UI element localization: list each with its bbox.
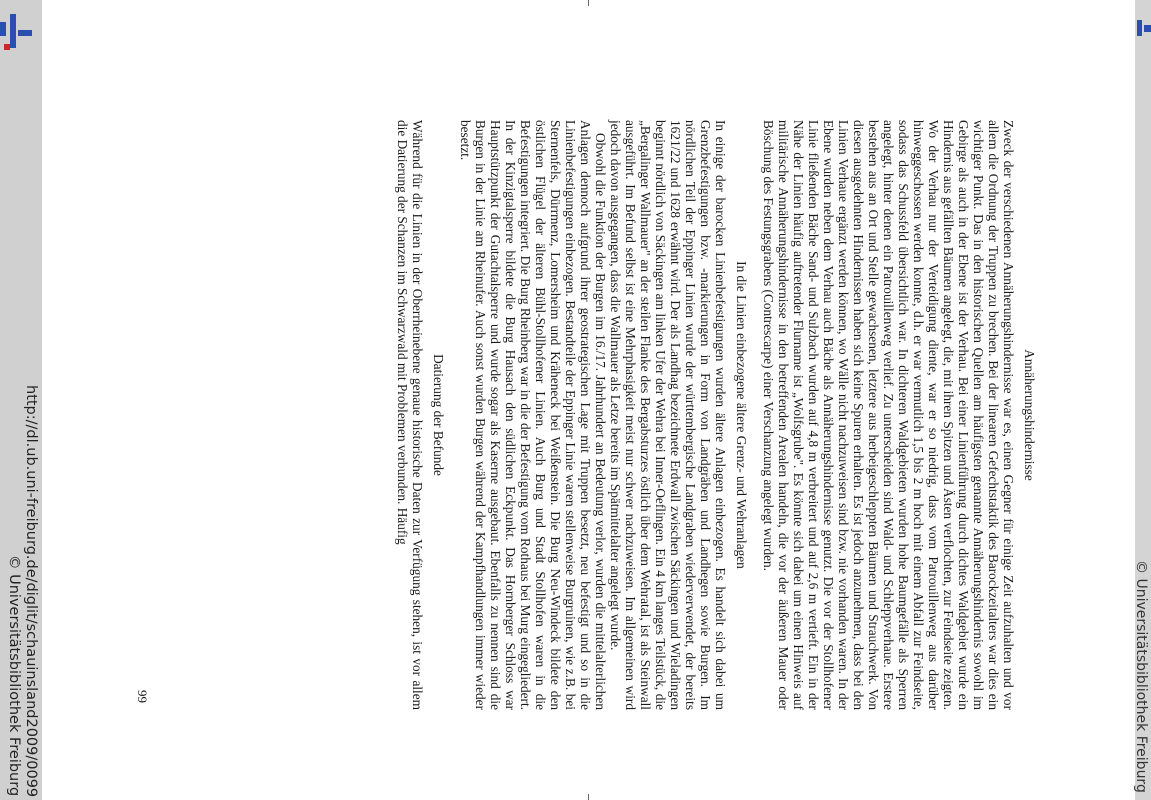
paragraph: Obwohl die Funktion der Burgen im 16./17. Jahrhundert an Bedeutung verlor, wurden die mittelalterlichen Anlagen dennoch aufgrund ihrer geostrategischen Lage mit Truppen besetzt, neu befestigt und so in die Linienbefestigungen einbezogen. Bestandteile der Eppinger Linie waren stellenweise Burgruinen, wie z.B. bei Sternenfels, Dürrmenz, Lomersheim und Kräheneck bei Weißenstein. Die Burg Neu-Windeck bildete den östlichen Flügel der älteren Bühl-Stollhofener Linien. Auch Burg und Stadt Stollhofen waren in die Befestigungen integriert. Die Burg Rheinberg war in die der Befestigung vom Rothaus bei Murg eingegliedert. In der Kinzigtalsperre bildete die Burg Hausach den südlichen Eckpunkt. Das Hornberger Schloss war Hauptstützpunkt der Gutachtalsperre und wurde sogar als Kaserne ausgebaut. Ebenfalls zu nennen sind die Burgen in der Linie am Rheinufer. Auch sonst wurden Burgen während der Kampfhandlungen immer wieder besetzt. — [458, 120, 608, 710]
scanned-page — [42, 0, 1135, 800]
section-heading-grenz-und-wehranlagen: In die Linien einbezogene ältere Grenz- und Wehranlagen — [734, 261, 749, 569]
logo-bar — [18, 30, 32, 36]
logo-bar — [10, 14, 16, 48]
logo-bar — [1144, 25, 1151, 32]
logo-bar — [1137, 20, 1142, 36]
rotated-page-content — [42, 0, 1135, 800]
body-text — [395, 120, 1037, 710]
library-logo-icon — [1134, 20, 1151, 40]
crop-mark — [588, 0, 589, 6]
watermark-copyright-left: © Universitätsbibliothek Freiburg — [6, 555, 22, 797]
library-logo-icon — [0, 14, 34, 50]
paragraph: Zweck der verschiedenen Annäherungshindernisse war es, einen Gegner für einige Zeit aufzuhalten und vor allem die Ordnung der Truppen zu brechen. Bei der linearen Gefechtstaktik des Barockzeitalters war dies ein wichtiger Punkt. Das in den historischen Quellen am häufigsten genannte Annäherungshindernis sowohl im Gebirge als auch in der Ebene ist der Verhau. Bei einer Linienführung durch dichtes Waldgebiet wurde ein Hindernis aus gefällten Bäumen angelegt, die, mit ihren Spitzen und Ästen verflochten, zur Feindseite zeigten. Wo der Verhau nur der Verteidigung diente, war er so niedrig, dass vom Patrouillenweg aus darüber hinweggeschossen werden konnte, d.h. er war vermutlich 1,5 bis 2 m hoch mit einem Abfall zur Feindseite, sodass das Schussfeld übersichtlich war. In dichteren Waldgebieten wurden hohe Baumgefälle als Sperren angelegt, hinter denen ein Patrouillenweg verlief. Zu unterscheiden sind Wald- und Schleppverhaue. Erstere bestehen aus an Ort und Stelle gewachsenen, letztere aus herbeigeschleppten Bäumen und Strauchwerk. Von diesen ausgedehnten Hindernissen haben sich keine Spuren erhalten. Es ist jedoch anzunehmen, dass bei den Linien Verhaue ergänzt werden können, wo Wälle nicht nachzuweisen sind bzw. nie vorhanden waren. In der Ebene wurden neben dem Verhau auch Bäche als Annäherungshindernisse genutzt. Die vor der Stollhofener Linie fließenden Bäche Sand- und Sulzbach wurden auf 4,8 m verbreitert und auf 2,6 m vertieft. Ein in der Nähe der Linien häufig auftretender Flurname ist „Wolfsgrube". Es könnte sich dabei um einen Hinweis auf militärische Annäherungshindernisse in den betreffenden Arealen handeln, die vor der äußeren Mauer oder Böschung des Festungsgrabens (Contrescarpe) einer Verschanzung angelegt wurden. — [761, 120, 1016, 710]
page-number: 99 — [135, 690, 150, 703]
logo-bar — [4, 44, 10, 50]
watermark-copyright-right: © Universitätsbibliothek Freiburg — [1133, 560, 1149, 793]
crop-mark — [588, 794, 589, 800]
section-heading-datierung: Datierung der Befunde — [431, 354, 446, 476]
logo-bar — [0, 22, 6, 36]
watermark-url: http://dl.ub.uni-freiburg.de/diglit/schauinsland2009/0099 — [23, 385, 39, 798]
paragraph: In einige der barocken Linienbefestigungen wurden ältere Anlagen einbezogen. Es handelt sich dabei um Grenzbefestigungen bzw. -markierungen in Form von Landgräben und Landhegen sowie Burgen. Im nördlichen Teil der Eppinger Linien wurde der württembergische Landgraben wiederverwendet, der bereits 1621/22 und 1628 erwähnt wird. Der als Landhag bezeichnete Erdwall zwischen Säckingen und Wieladingen beginnt nördlich von Säckingen am linken Ufer der Wehra bei Inner-Oeflingen. Ein 4 km langes Teilstück, die „Bergalinger Wallmauer" an der steilen Flanke des Bergabsturzes östlich über dem Wehratal, ist als Steinwall ausgeführt. Im Befund selbst ist eine Mehrphasigkeit meist nur schwer nachzuweisen. Im allgemeinen wird jedoch davon ausgegangen, dass die Wallmauer als Letze bereits im Spätmittelalter angelegt wurde. — [608, 120, 728, 710]
paragraph: Während für die Linien in der Oberrheinebene genaue historische Daten zur Verfügung stehen, ist vor allem die Datierung der Schanzen im Schwarzwald mit Problemen verbunden. Häufig — [395, 120, 425, 710]
section-heading-annaeherungshindernisse: Annäherungshindernisse — [1022, 349, 1037, 481]
